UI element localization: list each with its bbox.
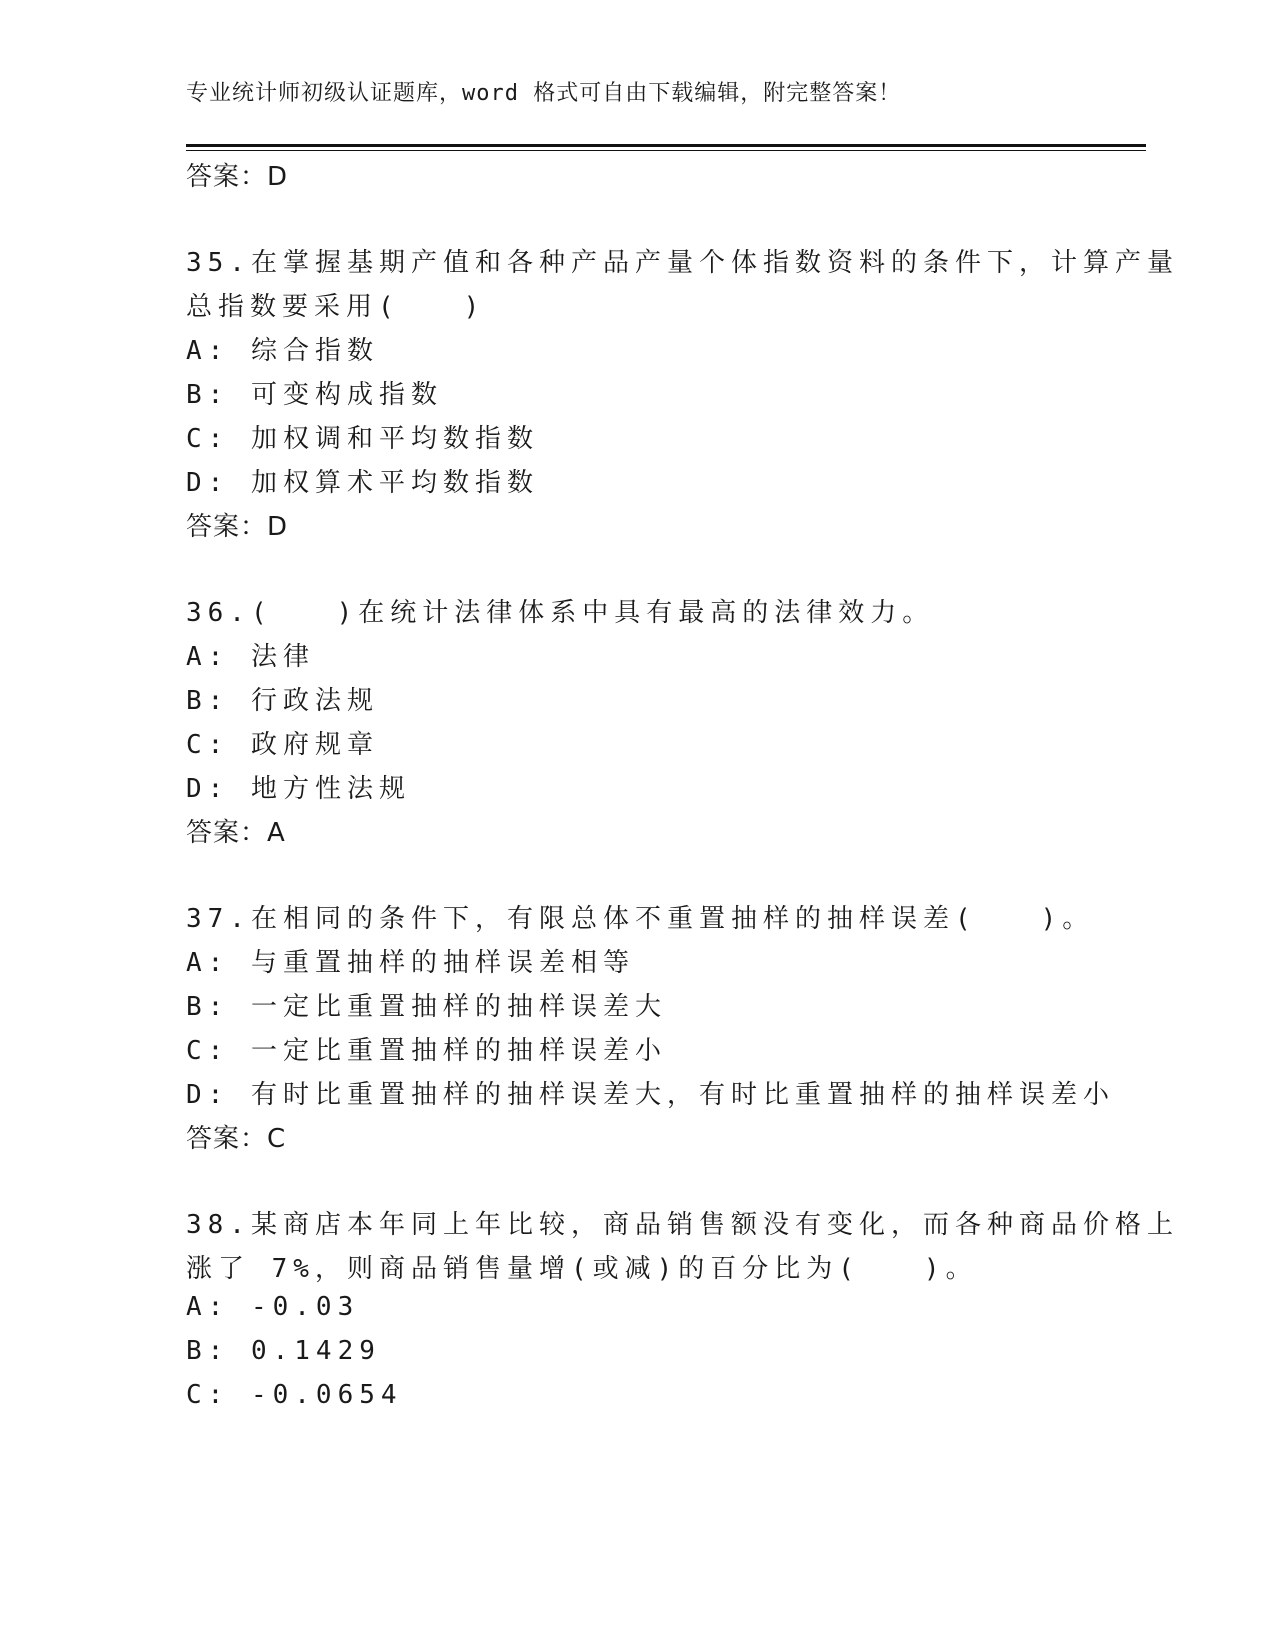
question-35-option-b: B: 可变构成指数 — [186, 380, 443, 410]
question-36-option-b: B: 行政法规 — [186, 686, 379, 716]
question-35-stem-line-1: 35.在掌握基期产值和各种产品产量个体指数资料的条件下，计算产量 — [186, 248, 1179, 278]
question-36-option-a: A: 法律 — [186, 642, 315, 672]
question-35-answer: 答案：D — [186, 512, 289, 542]
question-35-stem-line-2: 总指数要采用( ) — [186, 292, 486, 322]
question-38-stem-line-1: 38.某商店本年同上年比较，商品销售额没有变化，而各种商品价格上 — [186, 1210, 1179, 1240]
answer-previous: 答案：D — [186, 162, 289, 192]
question-38-stem-line-2: 涨了 7%，则商品销售量增(或减)的百分比为( )。 — [186, 1254, 978, 1284]
question-37-option-b: B: 一定比重置抽样的抽样误差大 — [186, 992, 667, 1022]
header-divider-thin — [186, 150, 1146, 151]
question-38-option-b: B: 0.1429 — [186, 1336, 381, 1366]
question-36-option-d: D: 地方性法规 — [186, 774, 411, 804]
question-37-answer: 答案：C — [186, 1124, 287, 1154]
question-37-option-d: D: 有时比重置抽样的抽样误差大，有时比重置抽样的抽样误差小 — [186, 1080, 1115, 1110]
question-36-answer: 答案：A — [186, 818, 286, 848]
question-37-option-a: A: 与重置抽样的抽样误差相等 — [186, 948, 635, 978]
question-37-option-c: C: 一定比重置抽样的抽样误差小 — [186, 1036, 667, 1066]
question-38-option-c: C: -0.0654 — [186, 1380, 403, 1410]
question-36-option-c: C: 政府规章 — [186, 730, 379, 760]
question-38-option-a: A: -0.03 — [186, 1292, 360, 1322]
question-37-stem-line-1: 37.在相同的条件下，有限总体不重置抽样的抽样误差( )。 — [186, 904, 1095, 934]
header-divider-thick — [186, 144, 1146, 147]
question-35-option-d: D: 加权算术平均数指数 — [186, 468, 539, 498]
question-36-stem-line-1: 36.( )在统计法律体系中具有最高的法律效力。 — [186, 598, 935, 628]
page-header: 专业统计师初级认证题库，word 格式可自由下载编辑，附完整答案！ — [186, 81, 902, 106]
question-35-option-c: C: 加权调和平均数指数 — [186, 424, 539, 454]
question-35-option-a: A: 综合指数 — [186, 336, 379, 366]
